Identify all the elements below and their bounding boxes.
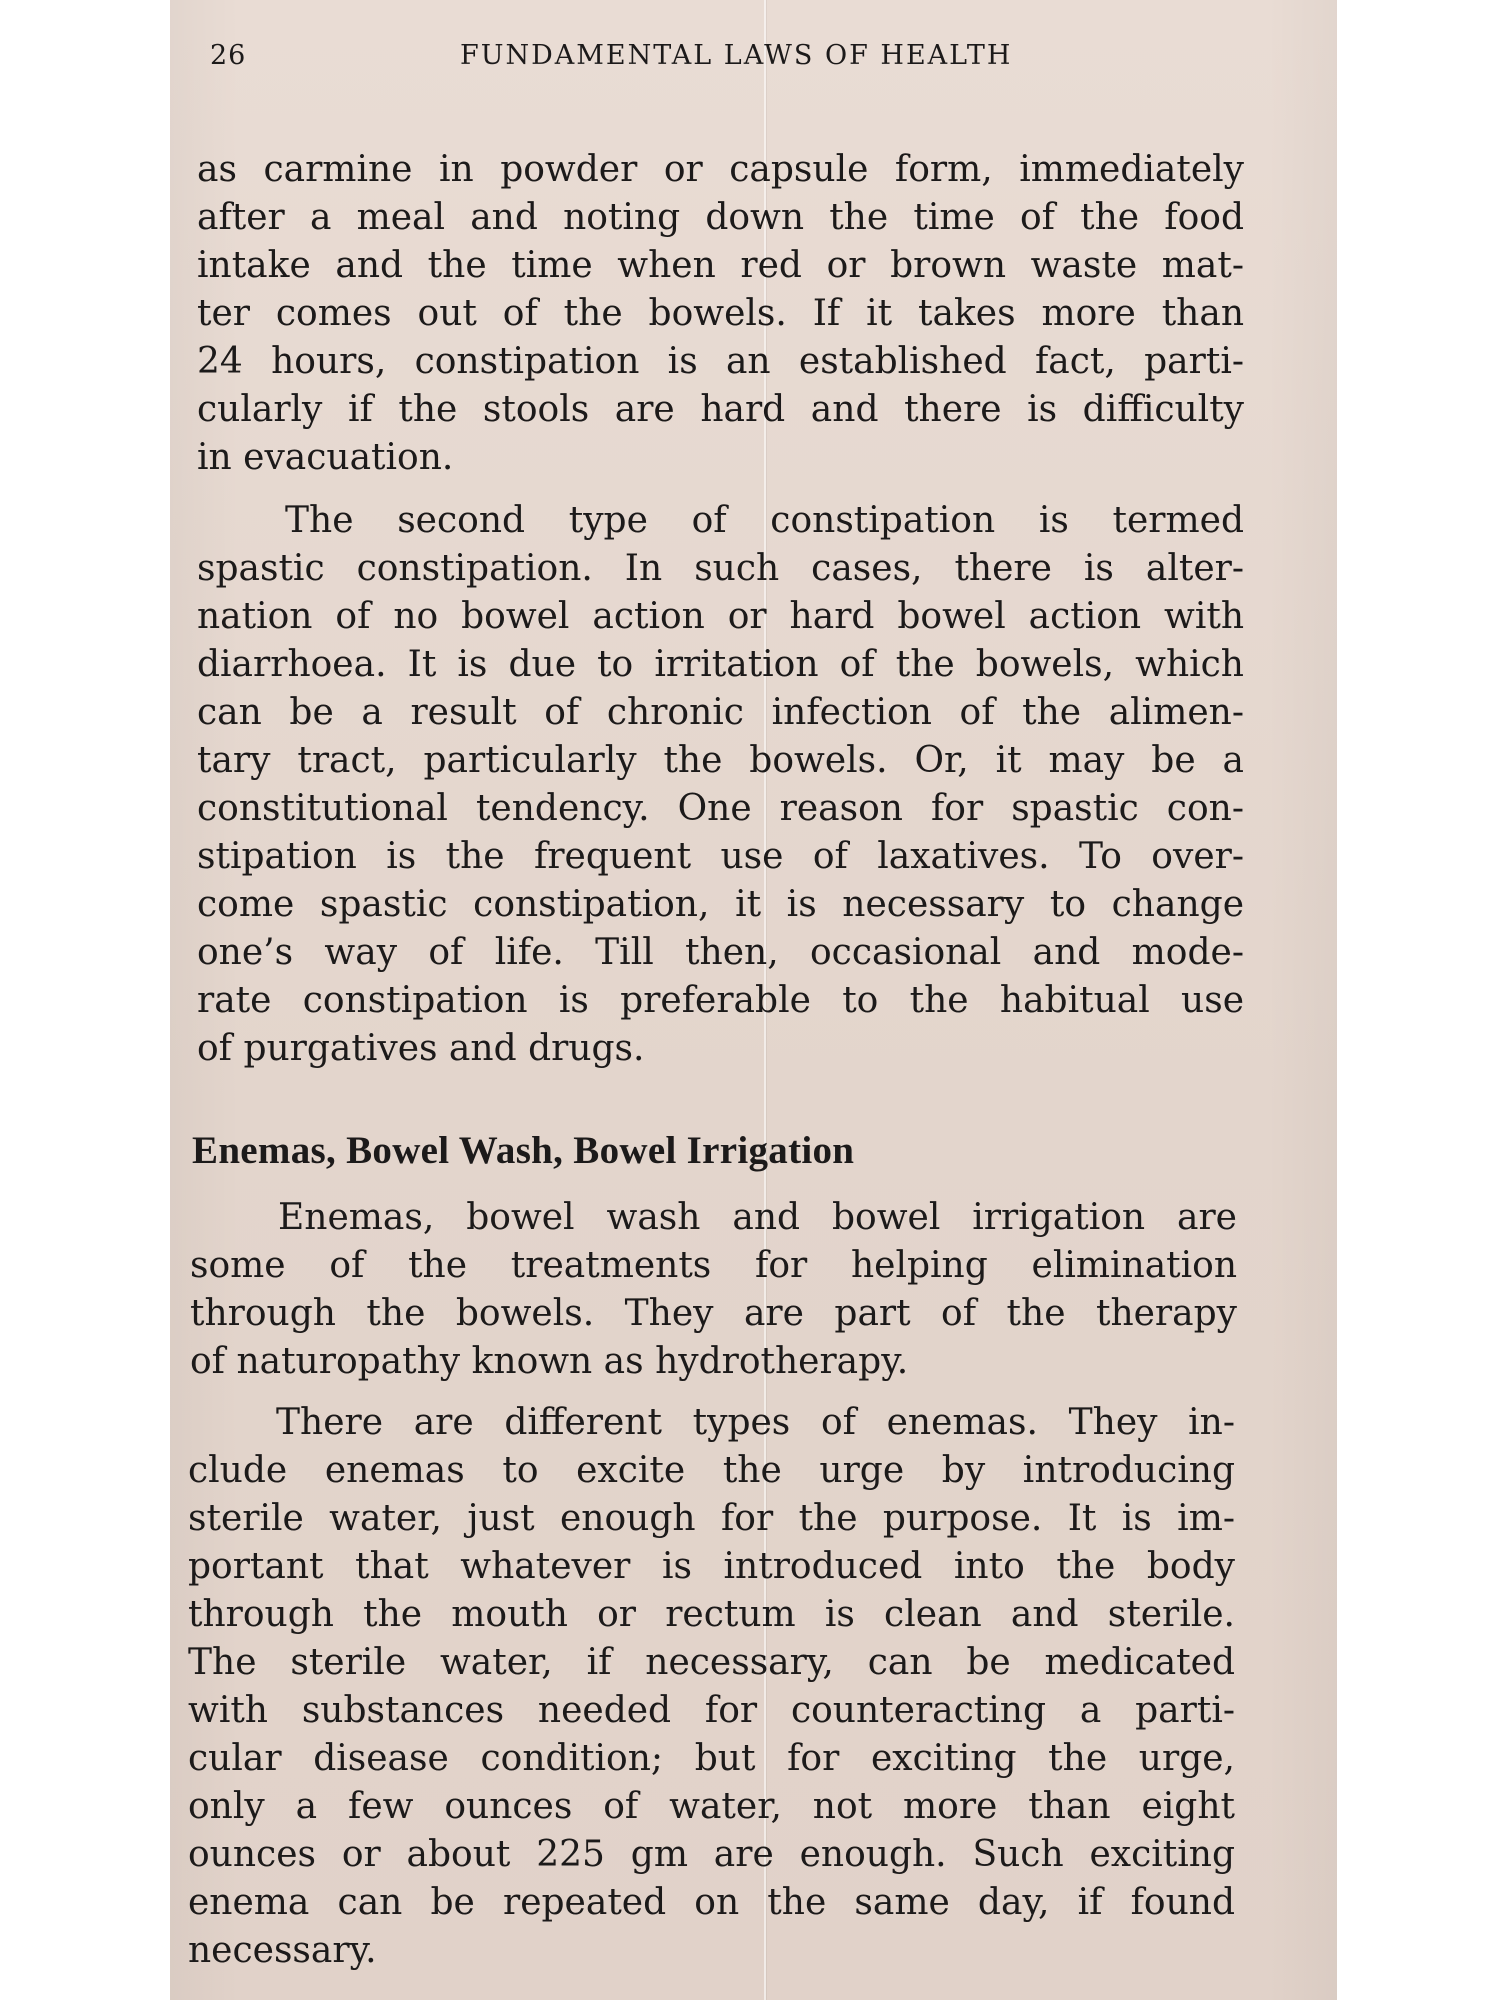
- running-header: [210, 40, 1270, 80]
- text-line: of purgatives and drugs.: [197, 1028, 645, 1069]
- text-line: ter comes out of the bowels. If it takes more than: [197, 293, 1244, 334]
- text-line: clude enemas to excite the urge by introducing: [188, 1450, 1235, 1491]
- text-line: There are different types of enemas. They in-: [276, 1402, 1235, 1443]
- paragraph-2: [197, 497, 1244, 1073]
- text-line: as carmine in powder or capsule form, immediately: [197, 149, 1244, 190]
- text-line: with substances needed for counteracting a parti-: [188, 1690, 1235, 1731]
- text-line: sterile water, just enough for the purpose. It is im-: [188, 1498, 1235, 1539]
- text-line: tary tract, particularly the bowels. Or, it may be a: [197, 740, 1244, 781]
- text-line: The second type of constipation is termed: [285, 500, 1244, 541]
- text-line: enema can be repeated on the same day, if found: [188, 1882, 1235, 1923]
- text-line: Enemas, bowel wash and bowel irrigation are: [278, 1197, 1237, 1238]
- text-line: ounces or about 225 gm are enough. Such exciting: [188, 1834, 1235, 1875]
- section-heading: Enemas, Bowel Wash, Bowel Irrigation: [192, 1129, 855, 1172]
- text-line: come spastic constipation, it is necessary to change: [197, 884, 1244, 925]
- text-line: diarrhoea. It is due to irritation of the bowels, which: [197, 644, 1244, 685]
- text-line: only a few ounces of water, not more than eight: [188, 1786, 1235, 1827]
- paragraph-3: [190, 1194, 1237, 1386]
- text-line: through the bowels. They are part of the therapy: [190, 1293, 1237, 1334]
- text-line: stipation is the frequent use of laxatives. To over-: [197, 836, 1244, 877]
- text-line: through the mouth or rectum is clean and sterile.: [188, 1594, 1235, 1635]
- running-header-title: FUNDAMENTAL LAWS OF HEALTH: [460, 40, 1013, 71]
- text-line: intake and the time when red or brown waste mat-: [197, 245, 1244, 286]
- text-line: The sterile water, if necessary, can be medicated: [188, 1642, 1235, 1683]
- text-line: in evacuation.: [197, 437, 454, 478]
- paragraph-4: [188, 1399, 1235, 1975]
- book-page: [170, 0, 1337, 2000]
- text-line: of naturopathy known as hydrotherapy.: [190, 1341, 909, 1382]
- page-number: 26: [210, 40, 247, 71]
- text-line: can be a result of chronic infection of the alimen-: [197, 692, 1244, 733]
- paragraph-1: [197, 146, 1244, 482]
- text-line: cularly if the stools are hard and there is difficulty: [197, 389, 1244, 430]
- text-line: cular disease condition; but for exciting the urge,: [188, 1738, 1235, 1779]
- text-line: rate constipation is preferable to the habitual use: [197, 980, 1244, 1021]
- text-line: after a meal and noting down the time of the food: [197, 197, 1244, 238]
- text-line: spastic constipation. In such cases, there is alter-: [197, 548, 1244, 589]
- text-line: one’s way of life. Till then, occasional and mode-: [197, 932, 1244, 973]
- text-line: portant that whatever is introduced into the body: [188, 1546, 1235, 1587]
- text-line: nation of no bowel action or hard bowel action with: [197, 596, 1244, 637]
- text-line: some of the treatments for helping elimination: [190, 1245, 1237, 1286]
- text-line: necessary.: [188, 1930, 377, 1971]
- text-line: 24 hours, constipation is an established fact, parti-: [197, 341, 1244, 382]
- text-line: constitutional tendency. One reason for spastic con-: [197, 788, 1244, 829]
